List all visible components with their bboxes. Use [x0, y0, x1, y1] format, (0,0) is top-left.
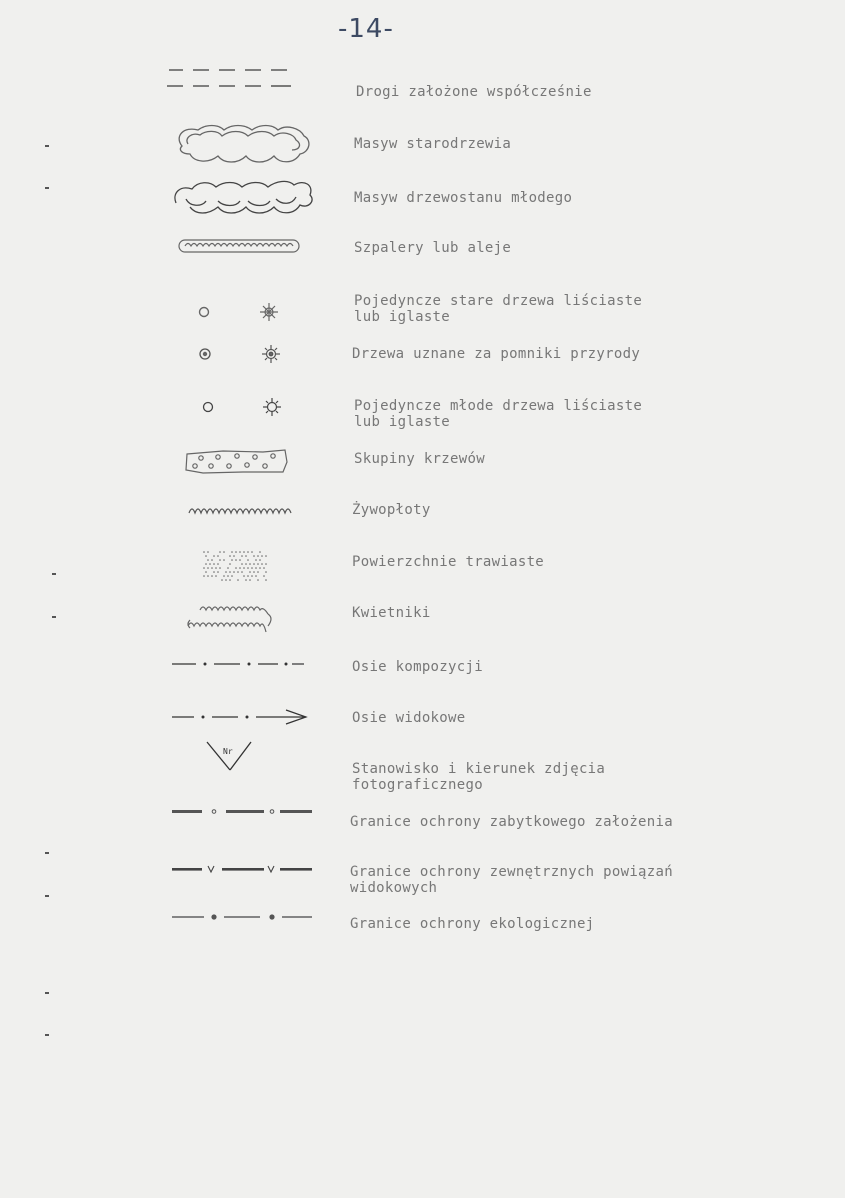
label-line: Osie widokowe	[352, 710, 466, 726]
label-line: fotograficznego	[352, 777, 483, 793]
margin-mark	[45, 852, 49, 854]
label-line: Granice ochrony zabytkowego założenia	[350, 814, 673, 830]
label-line: Osie kompozycji	[352, 659, 483, 675]
natural-monument-trees-symbol	[195, 342, 285, 366]
legend-label-monument-boundary	[350, 814, 673, 830]
label-line: Szpalery lub aleje	[354, 240, 512, 256]
flowerbed-symbol	[182, 596, 282, 636]
page-number: -14-	[338, 14, 394, 44]
legend-label-flowerbeds	[352, 605, 431, 621]
margin-mark	[45, 895, 49, 897]
legend-label-photo-station	[352, 761, 605, 793]
legend-label-alleys	[354, 240, 511, 256]
label-line: Granice ochrony zewnętrznych powiązań	[350, 864, 673, 880]
legend-label-monument-trees	[352, 346, 640, 362]
old-tree-mass-symbol	[172, 122, 322, 170]
young-single-trees-symbol	[195, 395, 285, 419]
margin-mark	[45, 992, 49, 994]
label-line: Stanowisko i kierunek zdjęcia	[352, 761, 606, 777]
alley-symbol	[175, 237, 305, 255]
legend-label-young-forest	[354, 190, 572, 206]
view-axis-symbol	[168, 708, 313, 726]
young-tree-mass-symbol	[172, 175, 322, 223]
label-line: Kwietniki	[352, 605, 431, 621]
ecological-boundary-symbol	[168, 910, 318, 924]
legend-label-roads	[356, 84, 592, 100]
label-line: Skupiny krzewów	[354, 451, 485, 467]
margin-mark	[45, 145, 49, 147]
legend-label-old-forest	[354, 136, 511, 152]
label-line: Drogi założone współcześnie	[356, 84, 592, 100]
legend-label-hedges	[352, 502, 431, 518]
label-line: Granice ochrony ekologicznej	[350, 916, 595, 932]
legend-label-composition-axes	[352, 659, 483, 675]
composition-axis-symbol	[168, 657, 308, 671]
margin-mark	[52, 573, 56, 575]
hedge-symbol	[185, 503, 295, 519]
photo-station-number: Nr	[223, 747, 233, 756]
legend-label-grass	[352, 554, 544, 570]
photo-station-symbol	[203, 738, 253, 774]
legend-label-view-axes	[352, 710, 465, 726]
margin-mark	[52, 616, 56, 618]
label-line: widokowych	[350, 880, 438, 896]
margin-mark	[45, 1034, 49, 1036]
legend-label-shrubs	[354, 451, 485, 467]
label-line: Drzewa uznane za pomniki przyrody	[352, 346, 641, 362]
margin-mark	[45, 187, 49, 189]
label-line: Pojedyncze stare drzewa liściaste	[354, 293, 643, 309]
old-single-trees-symbol	[195, 300, 285, 324]
label-line: Masyw drzewostanu młodego	[354, 190, 573, 206]
legend-label-old-trees	[354, 293, 642, 325]
legend-label-young-trees	[354, 398, 642, 430]
label-line: Masyw starodrzewia	[354, 136, 512, 152]
label-line: Żywopłoty	[352, 502, 431, 518]
label-line: Pojedyncze młode drzewa liściaste	[354, 398, 643, 414]
label-line: lub iglaste	[354, 309, 451, 325]
label-line: Powierzchnie trawiaste	[352, 554, 545, 570]
legend-label-view-boundary	[350, 864, 673, 896]
monument-boundary-symbol	[168, 806, 318, 818]
label-line: lub iglaste	[354, 414, 451, 430]
legend-label-ecological-boundary	[350, 916, 594, 932]
roads-symbol	[165, 64, 310, 94]
grass-symbol	[200, 548, 270, 584]
shrub-groups-symbol	[183, 446, 293, 476]
view-boundary-symbol	[168, 862, 318, 876]
